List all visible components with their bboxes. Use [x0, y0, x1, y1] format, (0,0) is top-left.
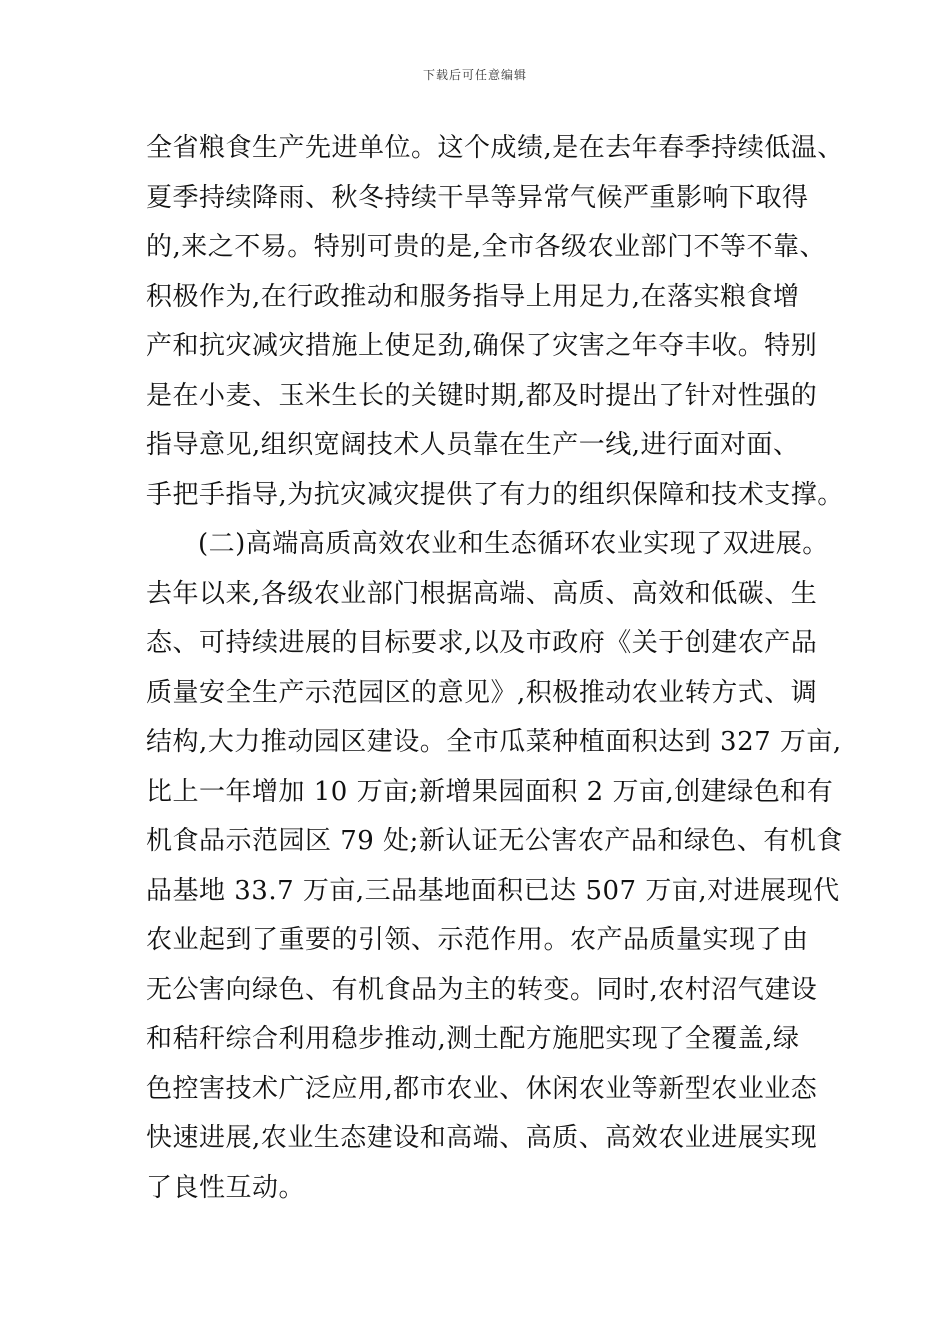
text-line: 农业起到了重要的引领、示范作用。农产品质量实现了由	[146, 925, 809, 955]
text-line: 手把手指导,为抗灾减灾提供了有力的组织保障和技术支撑。	[146, 479, 844, 510]
text-line: 的,来之不易。特别可贵的是,全市各级农业部门不等不靠、	[146, 232, 827, 262]
text-line: 是在小麦、玉米生长的关键时期,都及时提出了针对性强的	[146, 380, 818, 411]
text-line: 色控害技术广泛应用,都市农业、休闲农业等新型农业业态	[146, 1073, 818, 1104]
text-line: 指导意见,组织宽阔技术人员靠在生产一线,进行面对面、	[146, 430, 800, 460]
text-line: 质量安全生产示范园区的意见》,积极推动农业转方式、调	[146, 677, 818, 708]
text-line: 品基地 33.7 万亩,三品基地面积已达 507 万亩,对进展现代	[146, 875, 840, 906]
text-line: 产和抗灾减灾措施上使足劲,确保了灾害之年夺丰收。特别	[146, 331, 818, 361]
text-line: 无公害向绿色、有机食品为主的转变。同时,农村沼气建设	[146, 974, 818, 1005]
text-line: (二)高端高质高效农业和生态循环农业实现了双进展。	[198, 529, 829, 559]
text-line: 比上一年增加 10 万亩;新增果园面积 2 万亩,创建绿色和有	[146, 776, 834, 807]
body-text	[146, 124, 844, 1213]
text-line: 全省粮食生产先进单位。这个成绩,是在去年春季持续低温、	[146, 133, 844, 163]
text-line: 积极作为,在行政推动和服务指导上用足力,在落实粮食增	[146, 281, 800, 312]
text-line: 态、可持续进展的目标要求,以及市政府《关于创建农产品	[146, 628, 818, 658]
page-header: 下载后可任意编辑	[422, 68, 527, 82]
text-line: 和秸秆综合利用稳步推动,测土配方施肥实现了全覆盖,绿	[146, 1024, 800, 1054]
text-line: 夏季持续降雨、秋冬持续干旱等异常气候严重影响下取得	[146, 182, 809, 213]
text-line: 去年以来,各级农业部门根据高端、高质、高效和低碳、生	[146, 578, 818, 609]
text-line: 机食品示范园区 79 处;新认证无公害农产品和绿色、有机食	[146, 826, 843, 856]
text-line: 结构,大力推动园区建设。全市瓜菜种植面积达到 327 万亩,	[146, 727, 842, 757]
text-line: 了良性互动。	[146, 1172, 306, 1203]
text-line: 快速进展,农业生态建设和高端、高质、高效农业进展实现	[146, 1123, 818, 1153]
